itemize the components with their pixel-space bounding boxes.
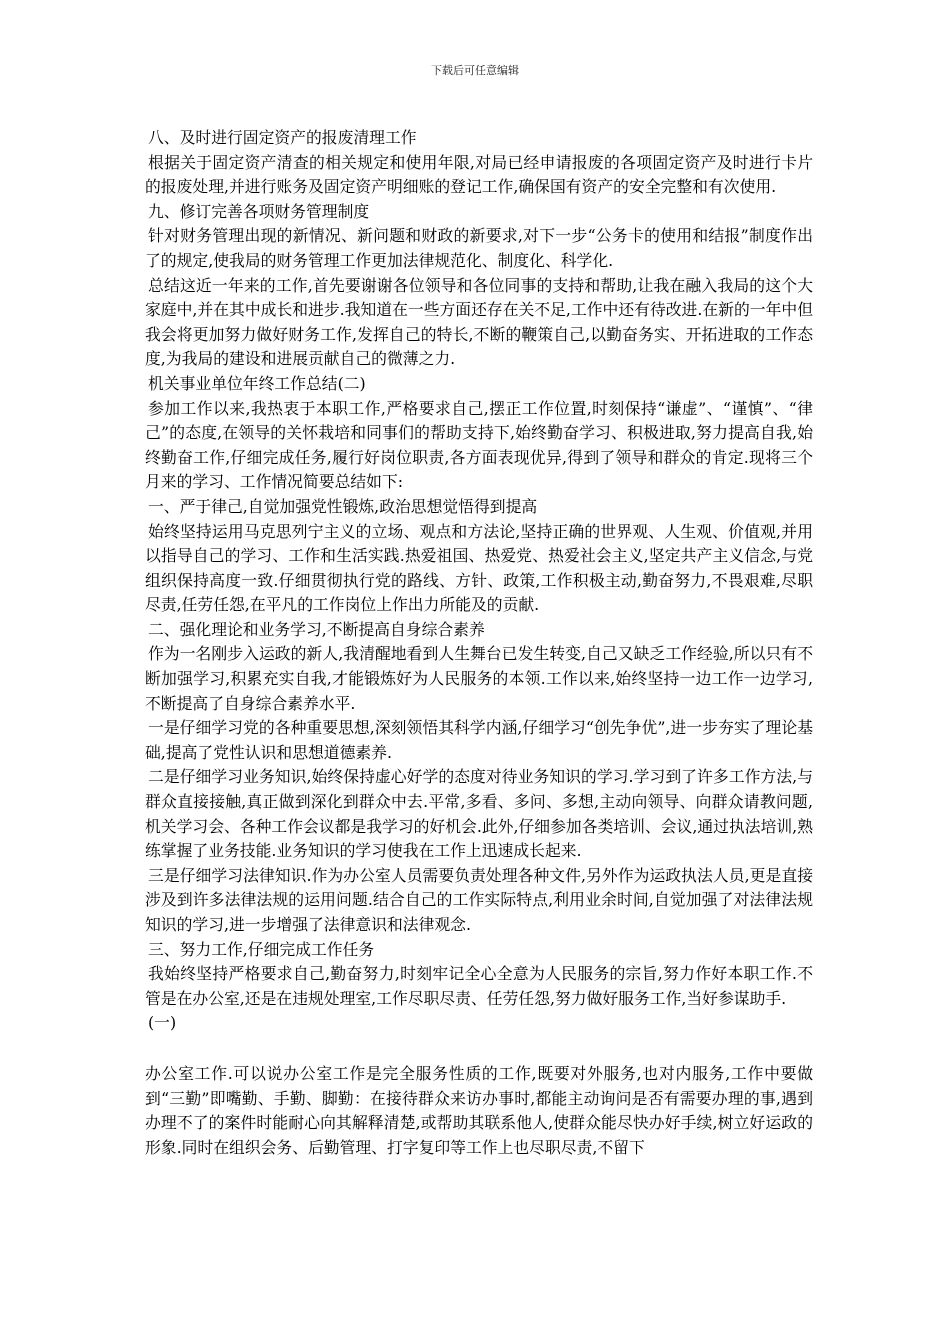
heading-3-work: 三、努力工作,仔细完成工作任务 bbox=[148, 939, 375, 959]
paragraph: 总结这近一年来的工作,首先要谢谢各位领导和各位同事的支持和帮助,让我在融入我局的这个大家庭中,并在其中成长和进步.我知道在一些方面还存在关不足,工作中还有待改进.在新的一年中但我会将更加努力做好财务工作,发挥自己的特长,不断的鞭策自己,以勤奋务实、开拓进取的工作态度,为我局的建设和进展贡献自己的微薄之力. bbox=[145, 275, 813, 369]
paragraph: 一是仔细学习党的各种重要思想,深刻领悟其科学内涵,仔细学习“创先争优”,进一步夯实了理论基础,提高了党性认识和思想道德素养. bbox=[145, 718, 813, 762]
heading-2-study: 二、强化理论和业务学习,不断提高自身综合素养 bbox=[148, 619, 485, 639]
paragraph: 参加工作以来,我热衷于本职工作,严格要求自己,摆正工作位置,时刻保持“谦虚”、“谨慎”、“律己”的态度,在领导的关怀栽培和同事们的帮助支持下,始终勤奋学习、积极进取,努力提高自我,始终勤奋工作,仔细完成任务,履行好岗位职责,各方面表现优异,得到了领导和群众的肯定.现将三个月来的学习、工作情况简要总结如下: bbox=[145, 398, 813, 492]
document-body bbox=[145, 126, 813, 1160]
paragraph: 始终坚持运用马克思列宁主义的立场、观点和方法论,坚持正确的世界观、人生观、价值观,并用以指导自己的学习、工作和生活实践.热爱祖国、热爱党、热爱社会主义,坚定共产主义信念,与党组织保持高度一致.仔细贯彻执行党的路线、方针、政策,工作积极主动,勤奋努力,不畏艰难,尽职尽责,任劳任怨,在平凡的工作岗位上作出力所能及的贡献. bbox=[145, 521, 813, 615]
paragraph: 作为一名刚步入运政的新人,我清醒地看到人生舞台已发生转变,自己又缺乏工作经验,所以只有不断加强学习,积累充实自我,才能锻炼好为人民服务的本领.工作以来,始终坚持一边工作一边学习,不断提高了自身综合素养水平. bbox=[145, 644, 813, 713]
heading-9-financial-rules: 九、修订完善各项财务管理制度 bbox=[148, 201, 370, 221]
section-title-summary-2: 机关事业单位年终工作总结(二) bbox=[148, 373, 366, 393]
subheading-1: (一) bbox=[148, 1013, 177, 1033]
page-header-note: 下载后可任意编辑 bbox=[431, 64, 519, 77]
heading-8-fixed-asset-disposal: 八、及时进行固定资产的报废清理工作 bbox=[148, 128, 417, 147]
paragraph: 三是仔细学习法律知识.作为办公室人员需要负责处理各种文件,另外作为运政执法人员,更是直接涉及到许多法律法规的运用问题.结合自己的工作实际特点,利用业余时间,自觉加强了对法律法规知识的学习,进一步增强了法律意识和法律观念. bbox=[145, 865, 813, 934]
paragraph: 二是仔细学习业务知识,始终保持虚心好学的态度对待业务知识的学习.学习到了许多工作方法,与群众直接接触,真正做到深化到群众中去.平常,多看、多问、多想,主动向领导、向群众请教问题,机关学习会、各种工作会议都是我学习的好机会.此外,仔细参加各类培训、会议,通过执法培训,熟练掌握了业务技能.业务知识的学习使我在工作上迅速成长起来. bbox=[145, 767, 813, 861]
heading-1-self-discipline: 一、严于律己,自觉加强党性锻炼,政治思想觉悟得到提高 bbox=[148, 496, 538, 516]
paragraph: 针对财务管理出现的新情况、新问题和财政的新要求,对下一步“公务卡的使用和结报”制度作出了的规定,使我局的财务管理工作更加法律规范化、制度化、科学化. bbox=[145, 226, 813, 270]
paragraph: 根据关于固定资产清查的相关规定和使用年限,对局已经申请报废的各项固定资产及时进行卡片的报废处理,并进行账务及固定资产明细账的登记工作,确保国有资产的安全完整和有次使用. bbox=[145, 152, 813, 197]
paragraph: 办公室工作.可以说办公室工作是完全服务性质的工作,既要对外服务,也对内服务,工作中要做到“三勤”即嘴勤、手勤、脚勤：在接待群众来访办事时,都能主动询问是否有需要办理的事,遇到办理不了的案件时能耐心向其解释清楚,或帮助其联系他人,使群众能尽快办好手续,树立好运政的形象.同时在组织会务、后勤管理、打字复印等工作上也尽职尽责,不留下 bbox=[145, 1063, 813, 1157]
paragraph: 我始终坚持严格要求自己,勤奋努力,时刻牢记全心全意为人民服务的宗旨,努力作好本职工作.不管是在办公室,还是在违规处理室,工作尽职尽责、任劳任怨,努力做好服务工作,当好参谋助手. bbox=[145, 964, 813, 1008]
